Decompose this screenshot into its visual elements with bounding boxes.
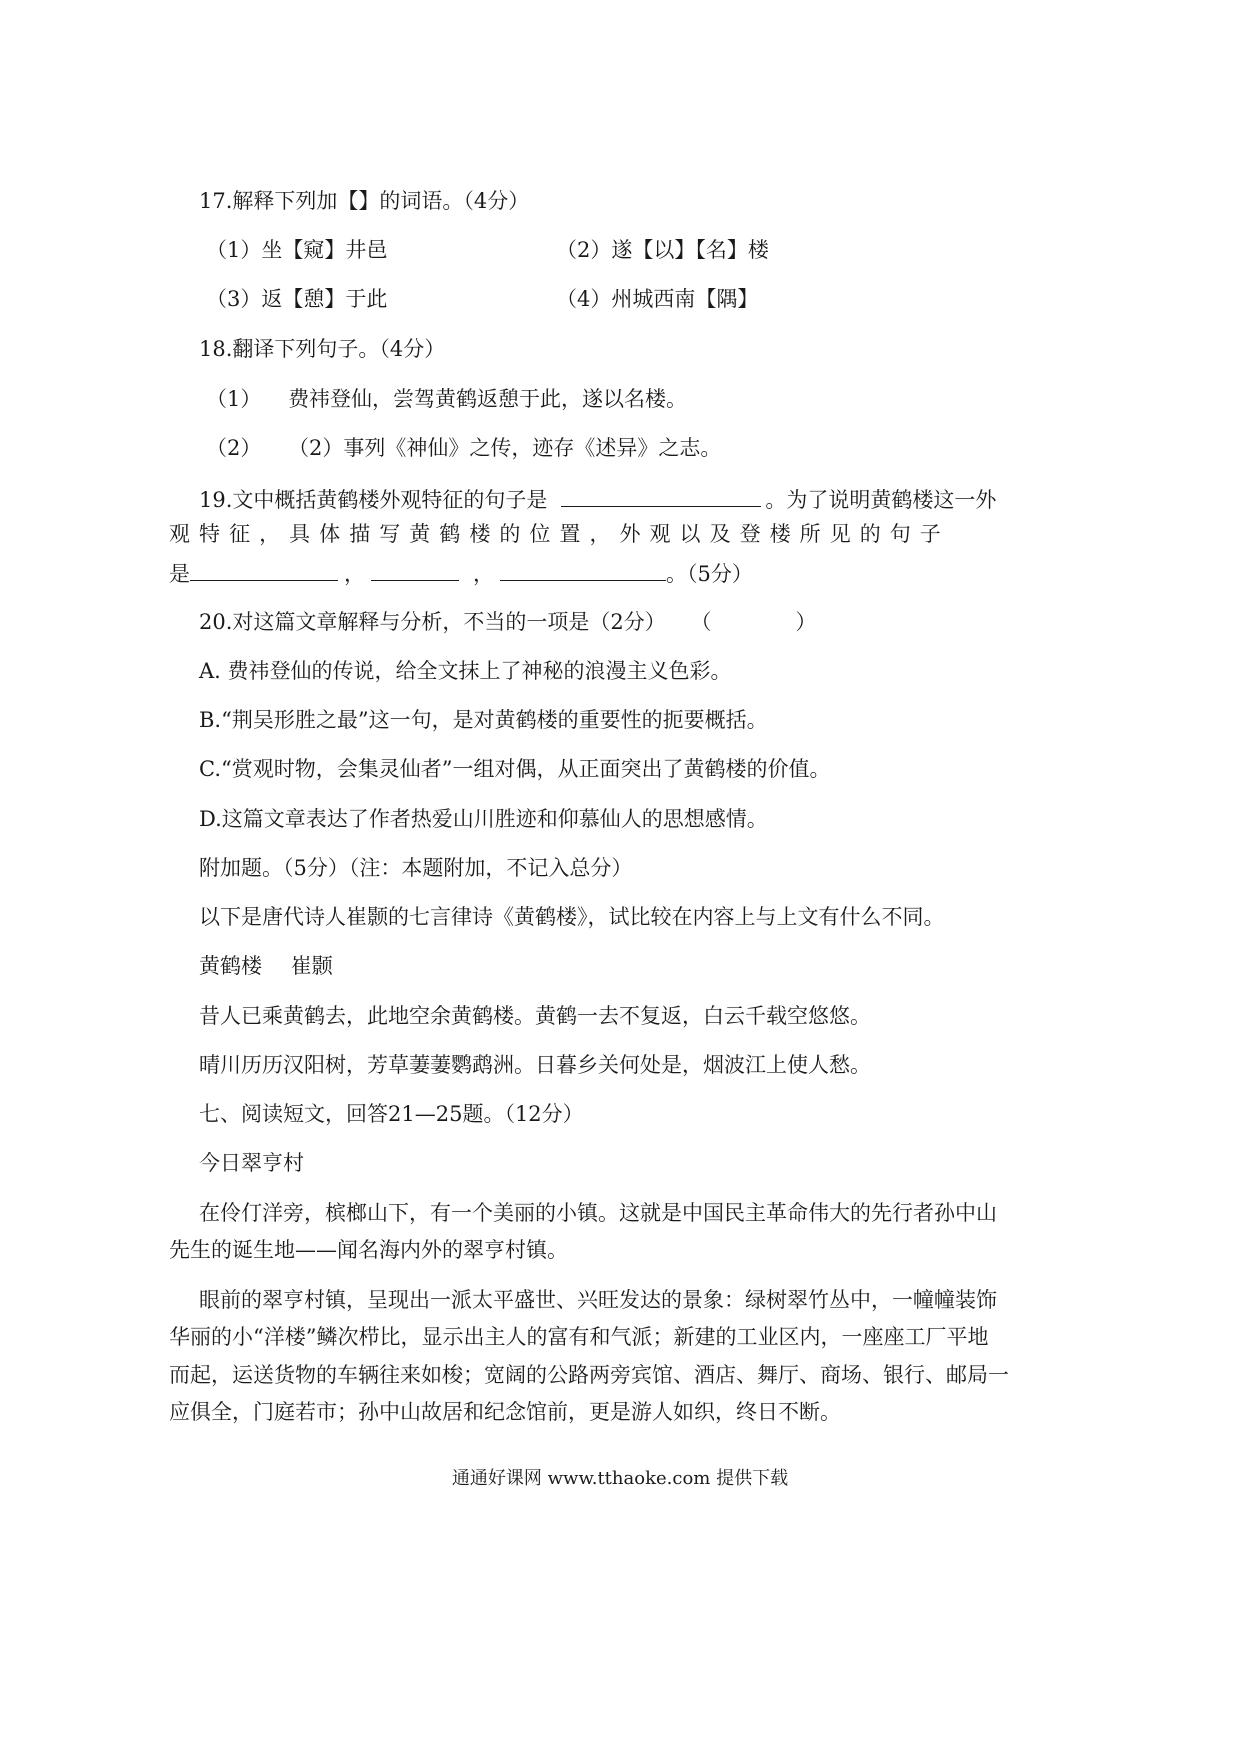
q18-item-2-number: （2）: [206, 436, 262, 460]
section-7-title: 七、阅读短文，回答21—25题。（12分）: [199, 1102, 584, 1126]
q19-char: 观: [649, 522, 671, 546]
q17-item-4: （4）州城西南【隅】: [556, 287, 759, 311]
q19-char: 及: [709, 522, 731, 546]
q17-title: 17.解释下列加【】的词语。（4分）: [199, 189, 530, 213]
q19-answer-blank-1[interactable]: [561, 488, 761, 507]
q19-line-3: [169, 562, 753, 585]
q19-char: 描: [349, 522, 371, 546]
q19-answer-blank-2[interactable]: [190, 562, 338, 581]
q19-char: ，: [259, 522, 281, 546]
q19-separator-1: ，: [344, 562, 365, 586]
q19-line-3-start: 是: [169, 562, 190, 586]
q19-line-1: [199, 488, 996, 511]
q19-char: 体: [319, 522, 341, 546]
q19-char: 登: [739, 522, 761, 546]
q20-title-line: [199, 612, 816, 633]
q19-char: 的: [859, 522, 881, 546]
poem-author: 崔颢: [290, 954, 333, 978]
bonus-title: 附加题。（5分）（注：本题附加，不记入总分）: [199, 856, 633, 880]
q19-char: 特: [199, 522, 221, 546]
q19-char: 楼: [469, 522, 491, 546]
q20-option-a: A. 费祎登仙的传说，给全文抹上了神秘的浪漫主义色彩。: [199, 659, 732, 683]
article-paragraph-2-line: 应俱全，门庭若市；孙中山故居和纪念馆前，更是游人如织，终日不断。: [169, 1400, 841, 1424]
q18-item-1: [206, 389, 687, 410]
q19-char: 观: [169, 522, 190, 546]
q19-char: 所: [799, 522, 821, 546]
poem-line-2: 晴川历历汉阳树，芳草萋萋鹦鹉洲。日暮乡关何处是，烟波江上使人愁。: [199, 1053, 871, 1077]
q17-item-1: （1）坐【窥】井邑: [206, 238, 388, 262]
article-paragraph-1-line: 在伶仃洋旁，槟榔山下，有一个美丽的小镇。这就是中国民主革命伟大的先行者孙中山: [199, 1201, 997, 1225]
q20-answer-paren[interactable]: （ ）: [690, 610, 817, 634]
q19-char: 以: [679, 522, 701, 546]
q19-char: 置: [559, 522, 581, 546]
q19-char: 写: [379, 522, 401, 546]
article-paragraph-2-line: 华丽的小“洋楼”鳞次栉比，显示出主人的富有和气派；新建的工业区内，一座座工厂平地: [169, 1325, 989, 1349]
q18-item-2: [206, 438, 721, 459]
q20-option-d: D.这篇文章表达了作者热爱山川胜迹和仰慕仙人的思想感情。: [199, 807, 768, 831]
article-paragraph-1-line: 先生的诞生地——闻名海内外的翠亨村镇。: [169, 1238, 568, 1262]
q17-item-3: （3）返【憩】于此: [206, 287, 388, 311]
page-footer: 通通好课网 www.tthaoke.com 提供下载: [451, 1468, 789, 1489]
q19-char: 楼: [769, 522, 791, 546]
q19-separator-2: ，: [473, 562, 494, 586]
q19-prompt-text: 19.文中概括黄鹤楼外观特征的句子是: [199, 488, 548, 512]
q19-char: 征: [229, 522, 251, 546]
q19-char: 鹤: [439, 522, 461, 546]
q19-char: 的: [499, 522, 521, 546]
q19-prompt-continue: 。为了说明黄鹤楼这一外: [765, 488, 997, 512]
article-title: 今日翠亨村: [199, 1151, 304, 1175]
q19-char: 子: [919, 522, 941, 546]
article-paragraph-2-line: 眼前的翠亨村镇，呈现出一派太平盛世、兴旺发达的景象：绿树翠竹丛中，一幢幢装饰: [199, 1288, 997, 1312]
q18-title: 18.翻译下列句子。（4分）: [199, 337, 446, 361]
q19-char: 外: [619, 522, 641, 546]
q19-char: 见: [829, 522, 851, 546]
q20-option-b: B.“荆吴形胜之最”这一句，是对黄鹤楼的重要性的扼要概括。: [199, 708, 768, 732]
q19-answer-blank-4[interactable]: [500, 562, 666, 581]
poem-heading: [199, 956, 333, 977]
q17-item-2: （2）遂【以】【名】楼: [556, 238, 769, 262]
q19-char: 具: [289, 522, 311, 546]
q18-item-1-number: （1）: [206, 387, 262, 411]
q19-char: 黄: [409, 522, 431, 546]
poem-title: 黄鹤楼: [199, 954, 262, 978]
q19-char: ，: [589, 522, 611, 546]
q18-item-1-text: 费祎登仙，尝驾黄鹤返憩于此，遂以名楼。: [288, 387, 688, 411]
q19-char: 位: [529, 522, 551, 546]
q20-title: 20.对这篇文章解释与分析，不当的一项是（2分）: [199, 610, 666, 634]
poem-line-1: 昔人已乘黄鹤去，此地空余黄鹤楼。黄鹤一去不复返，白云千载空悠悠。: [199, 1004, 871, 1028]
q19-char: 句: [889, 522, 911, 546]
q19-line-3-end: 。（5分）: [666, 562, 753, 586]
q18-item-2-text: （2）事列《神仙》之传，迹存《述异》之志。: [288, 436, 722, 460]
article-paragraph-2-line: 而起，运送货物的车辆往来如梭；宽阔的公路两旁宾馆、酒店、舞厅、商场、银行、邮局一: [169, 1363, 1009, 1387]
q19-line-2: [169, 524, 941, 545]
bonus-intro: 以下是唐代诗人崔颢的七言律诗《黄鹤楼》，试比较在内容上与上文有什么不同。: [199, 905, 945, 929]
q20-option-c: C.“赏观时物，会集灵仙者”一组对偶，从正面突出了黄鹤楼的价值。: [199, 757, 831, 781]
q19-answer-blank-3[interactable]: [371, 562, 459, 581]
